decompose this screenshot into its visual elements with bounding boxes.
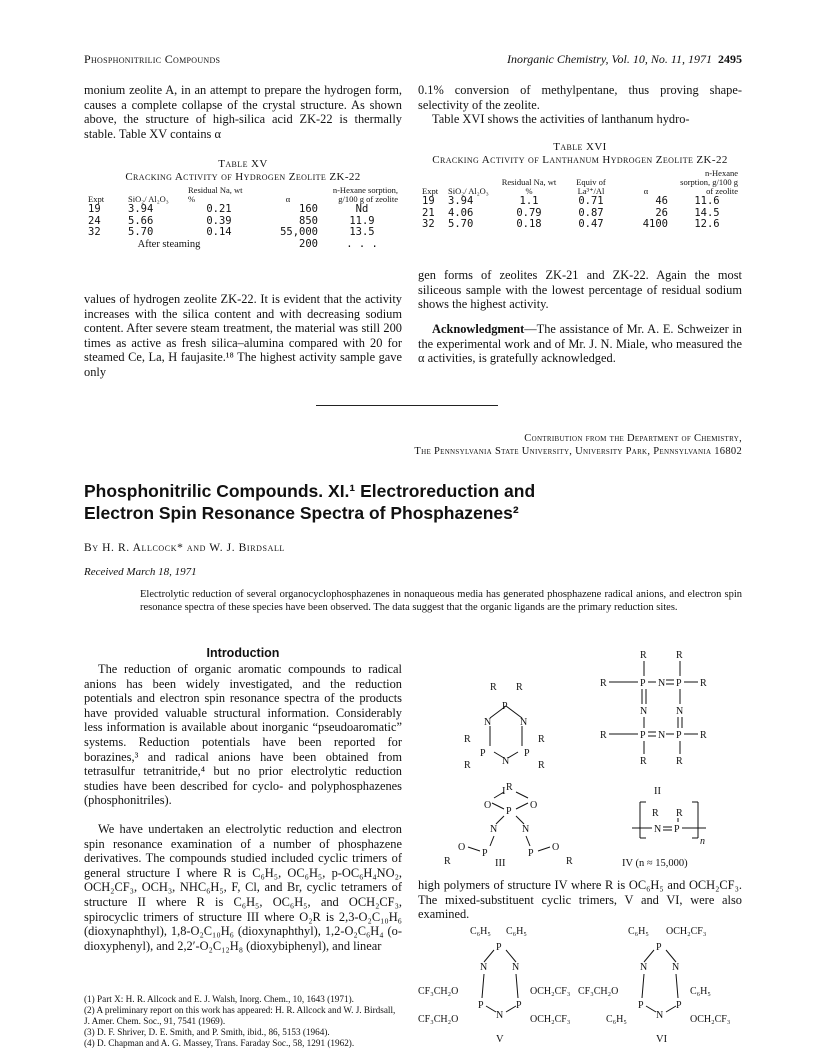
structure-label-III: III	[495, 858, 506, 869]
table-cell: 5.66	[128, 214, 154, 227]
structures-V-VI	[418, 922, 742, 1046]
abstract: Electrolytic reduction of several organocyclophosphazenes in nonaqueous media has generated phosphazene radical anions, and electron spin resonance spectra of these species have been observed. The data suggest that the organic ligands are the primary reduction sites.	[140, 589, 742, 613]
atom-p: P	[640, 678, 646, 689]
table-cell: 0.47	[578, 218, 604, 230]
intro-para-1: The reduction of organic aromatic compounds to radical anions has been widely investigated, and the reduction potentials and electron spin resonance spectra of the products have provided valuable structural information. Considerably less information is available about inorganic “pseudoaromatic” systems. Reduction potentials have been reported for borazines,³ and radical anions have been obtained from tetrasulfur tetranitride,⁴ but no prior electrolytic reduction studies have been described for cyclo- and polyphosphazenes (phosphonitriles).	[84, 662, 402, 808]
atom-p: P	[516, 1000, 522, 1011]
atom-r: R	[566, 856, 573, 864]
substituent: CF₃CH₂O	[578, 986, 619, 997]
table-15-header: SiO₂/ Al₂O₃	[128, 194, 169, 204]
structure-label: I	[502, 786, 506, 797]
atom-p: P	[480, 748, 486, 759]
atom-n: N	[522, 824, 530, 835]
atom-r: R	[676, 756, 683, 767]
atom-p: P	[502, 701, 508, 712]
table-16-header: SiO₂/ Al₂O₃	[448, 186, 489, 196]
atom-p: P	[638, 1000, 644, 1011]
structure-label-IV: IV (n ≈ 15,000)	[622, 858, 688, 869]
table-cell: 4100	[642, 218, 668, 230]
atom-r: R	[464, 760, 471, 771]
atom-n: n	[700, 836, 705, 847]
atom-n: N	[654, 824, 662, 835]
substituent: OCH₂CF₃	[666, 926, 707, 937]
table-cell: 24	[88, 214, 101, 227]
table-cell: 14.5	[694, 206, 720, 219]
table-cell: 5.70	[128, 226, 154, 238]
contribution-block	[300, 432, 742, 458]
atom-p: P	[496, 942, 502, 953]
atom-n: N	[484, 717, 492, 728]
table-cell: 32	[422, 218, 435, 230]
atom-n: N	[658, 678, 666, 689]
atom-r: R	[464, 734, 471, 745]
structure-label: II	[654, 786, 661, 797]
table-cell: 13.5	[349, 226, 375, 238]
substituent: C₆H₅	[470, 926, 491, 937]
footnote-2: (2) A preliminary report on this work has appeared: H. R. Allcock and W. J. Birdsall, J. Amer. Chem. Soc., 91, 7541 (1969).	[84, 1005, 396, 1026]
left-para-1: monium zeolite A, in an attempt to prepare the hydrogen form, causes a complete collapse of the crystal structure. As shown above, the structure of high-silica acid ZK-22 is thermally stable. Table XV contains α	[84, 83, 402, 141]
acknowledgment	[418, 322, 742, 366]
table-cell: 0.79	[516, 206, 542, 219]
acknowledgment-text: —The assistance of Mr. A. E. Schweizer in the experimental work and of Mr. J. N. Miale, who measured the α activities, is gratefully acknowledged.	[418, 322, 742, 366]
substituent: CF₃CH₂O	[418, 1014, 459, 1025]
running-title: Phosphonitrilic Compounds	[84, 52, 221, 66]
table-cell: 160	[299, 203, 318, 215]
atom-p: P	[676, 730, 682, 741]
table-15-header: α	[285, 194, 291, 204]
atom-r: R	[640, 650, 647, 661]
table-cell: 32	[88, 226, 101, 238]
table-cell: 46	[655, 195, 668, 207]
table-row	[418, 219, 742, 231]
contribution-line-2: The Pennsylvania State University, University Park, Pennsylvania 16802	[414, 446, 742, 457]
table-16-title: Table XVI	[553, 141, 607, 153]
structure-VI	[578, 926, 730, 1045]
table-cell: 200	[299, 237, 318, 250]
atom-n: N	[520, 717, 528, 728]
table-row	[84, 204, 402, 216]
table-cell: 3.94	[128, 203, 154, 215]
footnote-4: (4) D. Chapman and A. G. Massey, Trans. Faraday Soc., 58, 1291 (1962).	[84, 1038, 355, 1048]
atom-n: N	[672, 962, 680, 973]
atom-o: O	[530, 800, 538, 811]
table-15-header: Expt	[88, 194, 105, 204]
table-cell: . . .	[346, 237, 378, 250]
atom-n: N	[480, 962, 488, 973]
table-16-header: Residual Na, wt %	[501, 177, 557, 196]
table-cell: Nd	[355, 203, 369, 215]
atom-p: P	[478, 1000, 484, 1011]
table-row	[84, 227, 402, 239]
atom-r: R	[640, 756, 647, 767]
table-cell: 26	[655, 206, 668, 219]
atom-o: O	[484, 800, 492, 811]
table-cell: After steaming	[137, 238, 201, 250]
intro-para-2: We have undertaken an electrolytic reduction and electron spin resonance examination of a number of phosphazene derivatives. The compounds studied included cyclic trimers of general structure I where R is C₆H₅, OC₆H₅, p-OC₆H₄NO₂, OCH₂CF₃, OCH₃, NHC₆H₅, F, Cl, and Br, cyclic tetramers of structure II where R is C₆H₅, OC₆H₅, and OCH₂CF₃, spirocyclic trimers of structure III where O₂R is 2,3-O₂C₁₀H₆ (dioxynaphthyl), 1,8-O₂C₁₀H₆ (dioxynaphthyl), 1,2-O₂C₆H₄ (o-dioxyphenyl), and 2,2′-O₂C₁₂H₈ (dioxybiphenyl), and linear	[84, 822, 402, 953]
substituent: OCH₂CF₃	[690, 1014, 731, 1025]
structure-II	[600, 650, 707, 797]
structure-III	[444, 782, 573, 864]
table-row	[84, 239, 402, 251]
table-cell: 12.6	[694, 218, 720, 230]
right-para-2: Table XVI shows the activities of lanthanum hydro-	[432, 112, 690, 126]
atom-p: P	[674, 824, 680, 835]
atom-n: N	[496, 1010, 504, 1021]
structure-IV	[622, 798, 722, 850]
table-16-caption: Cracking Activity of Lanthanum Hydrogen Zeolite ZK-22	[432, 154, 728, 166]
table-cell: 19	[88, 203, 101, 215]
atom-r: R	[676, 808, 683, 819]
journal-name: Inorganic Chemistry, Vol. 10, No. 11, 1971	[507, 52, 712, 66]
intro-para-right: high polymers of structure IV where R is OC₆H₅ and OCH₂CF₃. The mixed-substituent cyclic trimers, V and VI, were also examined.	[418, 878, 742, 922]
structure-V	[418, 926, 570, 1045]
table-cell: 21	[422, 206, 435, 219]
table-16-header: Expt	[422, 186, 439, 196]
atom-n: N	[676, 706, 684, 717]
structure-label: V	[496, 1034, 504, 1045]
substituent: CF₃CH₂O	[418, 986, 459, 997]
table-15-header: Residual Na, wt %	[188, 185, 243, 204]
substituent: C₆H₅	[506, 926, 527, 937]
table-cell: 19	[422, 195, 435, 207]
atom-p: P	[482, 848, 488, 859]
table-16-header: Equiv of La³⁺/Al	[576, 177, 606, 196]
atom-r: R	[538, 734, 545, 745]
atom-o: O	[458, 842, 466, 853]
atom-n: N	[640, 962, 648, 973]
right-para-1: 0.1% conversion of methylpentane, thus proving shape-selectivity of the zeolite.	[418, 83, 742, 112]
table-row	[418, 196, 742, 208]
substituent: OCH₂CF₃	[530, 1014, 571, 1025]
table-cell: 11.9	[349, 214, 375, 227]
right-para-3: gen forms of zeolites ZK-21 and ZK-22. Again the most siliceous sample with the lowest percentage of residual sodium shows the highest activity.	[418, 268, 742, 312]
table-cell: 5.70	[448, 218, 474, 230]
atom-p: P	[528, 848, 534, 859]
atom-r: R	[538, 760, 545, 771]
page-number: 2495	[718, 52, 742, 66]
atom-r: R	[652, 808, 659, 819]
table-cell: 0.87	[578, 206, 604, 219]
table-cell: 0.14	[206, 226, 232, 238]
table-16-header: α	[643, 186, 649, 196]
table-15	[84, 158, 402, 250]
atom-n: N	[658, 730, 666, 741]
table-15-grid	[84, 186, 402, 250]
atom-r: R	[676, 650, 683, 661]
table-cell: 0.18	[516, 218, 542, 230]
substituent: C₆H₅	[690, 986, 711, 997]
footnote-3: (3) D. F. Shriver, D. E. Smith, and P. Smith, ibid., 86, 5153 (1964).	[84, 1027, 330, 1037]
atom-n: N	[502, 756, 510, 767]
table-16	[418, 141, 742, 231]
authors: By H. R. Allcock* and W. J. Birdsall	[84, 542, 285, 554]
atom-r: R	[700, 678, 707, 689]
table-15-caption: Cracking Activity of Hydrogen Zeolite ZK-22	[125, 171, 361, 183]
table-cell: 1.1	[519, 195, 539, 207]
footnote-1: (1) Part X: H. R. Allcock and E. J. Walsh, Inorg. Chem., 10, 1643 (1971).	[84, 994, 354, 1004]
table-15-header: n-Hexane sorption, g/100 g of zeolite	[332, 185, 398, 204]
atom-r: R	[600, 678, 607, 689]
atom-r: R	[444, 856, 451, 864]
structure-label: VI	[656, 1034, 668, 1045]
atom-o: O	[552, 842, 560, 853]
table-cell: 0.39	[206, 214, 232, 227]
atom-r: R	[506, 782, 513, 793]
table-cell: 3.94	[448, 195, 474, 207]
atom-r: R	[490, 682, 497, 693]
table-cell: 55,000	[280, 226, 318, 238]
article-title-line-2: Electron Spin Resonance Spectra of Phosphazenes²	[84, 503, 519, 523]
atom-n: N	[640, 706, 648, 717]
table-cell: 11.6	[694, 195, 720, 207]
received-date: Received March 18, 1971	[84, 566, 197, 578]
atom-r: R	[600, 730, 607, 741]
footnotes	[84, 994, 402, 1049]
table-cell: 0.71	[578, 195, 604, 207]
table-16-header: n-Hexane sorption, g/100 g of zeolite	[680, 168, 738, 196]
table-cell: 0.21	[206, 203, 232, 215]
atom-r: R	[516, 682, 523, 693]
atom-p: P	[676, 1000, 682, 1011]
atom-n: N	[512, 962, 520, 973]
atom-p: P	[656, 942, 662, 953]
substituent: OCH₂CF₃	[530, 986, 571, 997]
substituent: C₆H₅	[606, 1014, 627, 1025]
substituent: C₆H₅	[628, 926, 649, 937]
atom-r: R	[700, 730, 707, 741]
article-title-line-1: Phosphonitrilic Compounds. XI.¹ Electroreduction and	[84, 481, 536, 501]
table-15-title: Table XV	[218, 158, 268, 170]
introduction-heading: Introduction	[206, 646, 280, 660]
acknowledgment-heading: Acknowledgment	[432, 322, 525, 336]
table-16-grid	[418, 169, 742, 231]
table-cell: 4.06	[448, 206, 474, 219]
atom-p: P	[506, 806, 512, 817]
section-divider	[316, 405, 498, 406]
atom-n: N	[656, 1010, 664, 1021]
atom-p: P	[676, 678, 682, 689]
left-para-2: values of hydrogen zeolite ZK-22. It is evident that the activity increases with the silica content and with decreasing sodium content. After severe steam treatment, the material was still 200 times as active as fresh silica–alumina compared with 20 for steamed Ce, La, H faujasite.¹⁸ The highest activity sample gave only	[84, 292, 402, 379]
atom-p: P	[640, 730, 646, 741]
article-title	[84, 480, 742, 524]
atom-n: N	[490, 824, 498, 835]
journal-citation	[507, 52, 742, 67]
table-cell: 850	[299, 214, 318, 227]
atom-p: P	[524, 748, 530, 759]
contribution-line-1: Contribution from the Department of Chemistry,	[524, 433, 742, 444]
